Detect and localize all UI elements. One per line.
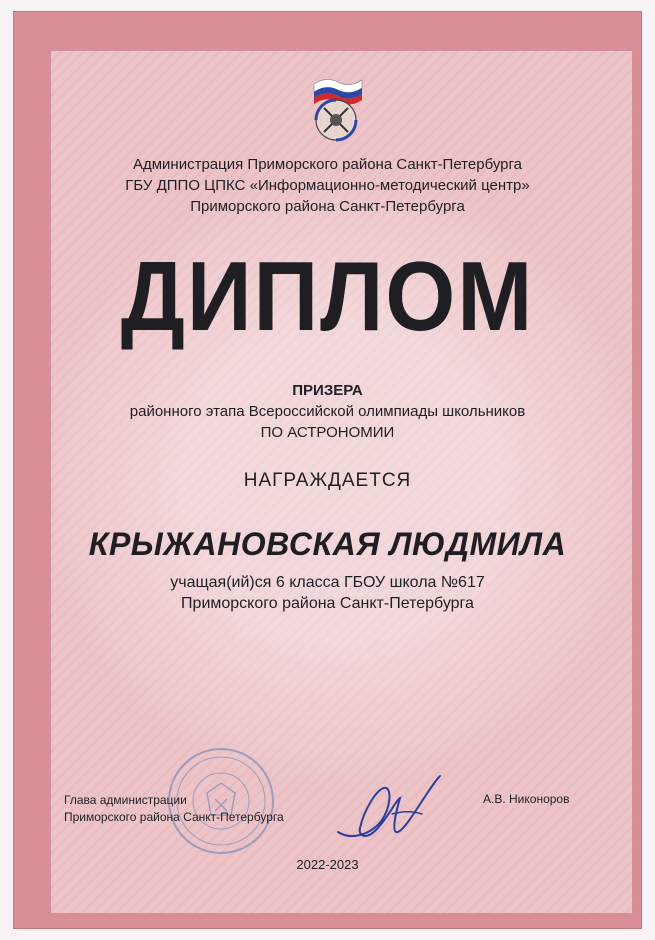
olympiad-stage: районного этапа Всероссийской олимпиады школьников bbox=[129, 403, 526, 420]
position-line-2: Приморского района Санкт-Петербурга bbox=[64, 810, 284, 824]
academic-year: 2022-2023 bbox=[296, 857, 359, 872]
handwritten-signature-icon bbox=[330, 770, 450, 850]
school-line-2: Приморского района Санкт-Петербурга bbox=[181, 595, 474, 612]
header-line-3: Приморского района Санкт-Петербурга bbox=[190, 198, 465, 215]
recipient-name: КРЫЖАНОВСКАЯ ЛЮДМИЛА bbox=[88, 526, 567, 562]
signatory-name: А.В. Никоноров bbox=[483, 792, 570, 806]
diploma-title: ДИПЛОМ bbox=[120, 241, 535, 351]
olympiad-emblem-icon bbox=[296, 74, 376, 144]
prize-status: ПРИЗЕРА bbox=[292, 382, 363, 399]
awarded-label: НАГРАЖДАЕТСЯ bbox=[243, 470, 412, 491]
header-line-2: ГБУ ДППО ЦПКС «Информационно-методический центр» bbox=[125, 177, 530, 194]
signatory-position bbox=[64, 792, 284, 826]
issuer-header bbox=[0, 154, 655, 217]
school-line-1: учащая(ий)ся 6 класса ГБОУ школа №617 bbox=[170, 574, 485, 591]
position-line-1: Глава администрации bbox=[64, 793, 187, 807]
prize-description bbox=[0, 380, 655, 443]
olympiad-subject: ПО АСТРОНОМИИ bbox=[260, 424, 395, 441]
header-line-1: Администрация Приморского района Санкт-Петербурга bbox=[132, 156, 522, 173]
recipient-school bbox=[0, 572, 655, 614]
